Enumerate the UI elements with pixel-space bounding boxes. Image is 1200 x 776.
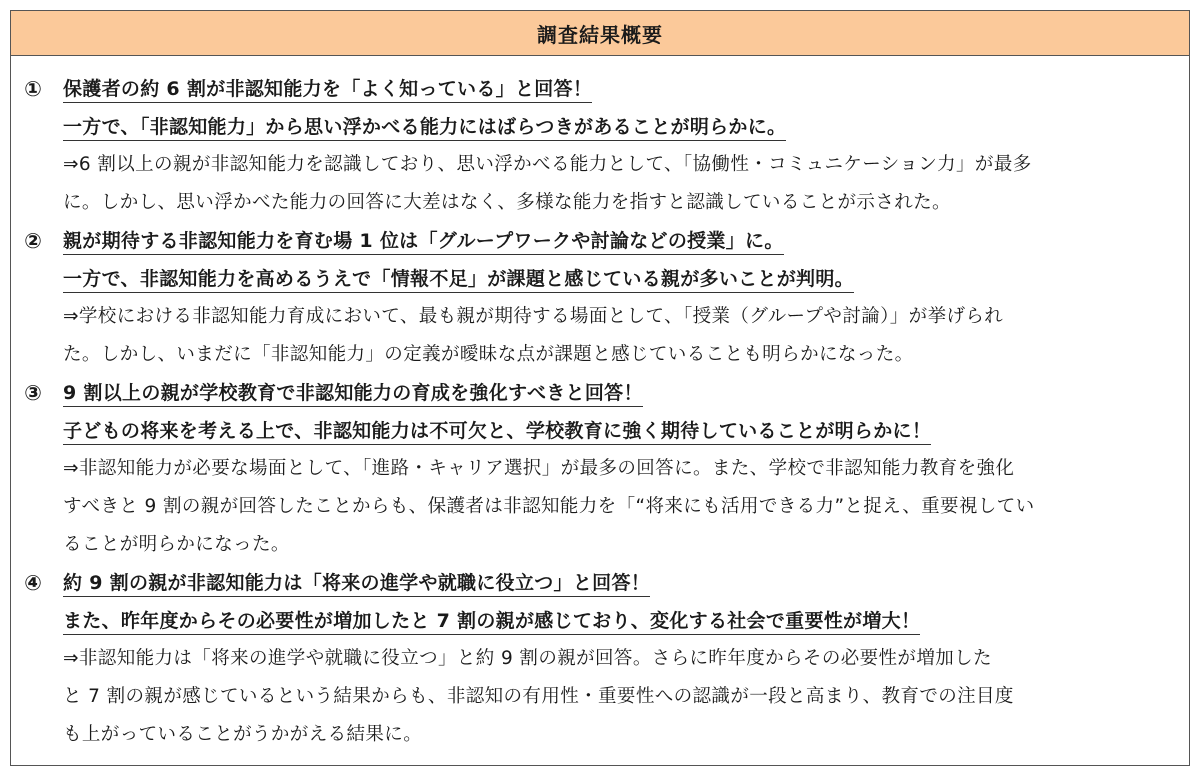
item-number: ③ bbox=[24, 381, 42, 405]
item-number: ④ bbox=[24, 571, 42, 595]
summary-item-4 bbox=[11, 564, 1189, 754]
item-text-line: ⇒非認知能力が必要な場面として、「進路・キャリア選択」が最多の回答に。また、学校で非認知能力教育を強化 bbox=[63, 458, 1015, 479]
summary-item-2 bbox=[11, 222, 1189, 374]
summary-item-1 bbox=[11, 70, 1189, 222]
item-number: ① bbox=[24, 77, 42, 101]
summary-item-3 bbox=[11, 374, 1189, 564]
item-headline: 9 割以上の親が学校教育で非認知能力の育成を強化すべきと回答！ bbox=[63, 374, 1189, 412]
item-headline: 親が期待する非認知能力を育む場 1 位は「グループワークや討論などの授業」に。 bbox=[63, 222, 1189, 260]
item-text-line: ⇒非認知能力は「将来の進学や就職に役立つ」と約 9 割の親が回答。さらに昨年度からその必要性が増加した bbox=[63, 648, 992, 669]
item-text-line: も上がっていることがうかがえる結果に。 bbox=[63, 724, 423, 745]
summary-title: 調査結果概要 bbox=[11, 11, 1189, 56]
summary-body bbox=[11, 56, 1189, 754]
item-text-line: ⇒学校における非認知能力育成において、最も親が期待する場面として、「授業（グループや討論）」が挙げられ bbox=[63, 306, 1004, 327]
item-text-line: た。しかし、いまだに「非認知能力」の定義が曖昧な点が課題と感じていることも明らかになった。 bbox=[63, 344, 914, 365]
item-headline: 一方で、非認知能力を高めるうえで「情報不足」が課題と感じている親が多いことが判明。 bbox=[63, 260, 1189, 298]
item-number: ② bbox=[24, 229, 42, 253]
item-headline: また、昨年度からその必要性が増加したと 7 割の親が感じており、変化する社会で重要性が増大！ bbox=[63, 602, 1189, 640]
item-headline: 子どもの将来を考える上で、非認知能力は不可欠と、学校教育に強く期待していることが明らかに！ bbox=[63, 412, 1189, 450]
item-text-line: と 7 割の親が感じているという結果からも、非認知の有用性・重要性への認識が一段と高まり、教育での注目度 bbox=[63, 686, 1014, 707]
summary-box bbox=[10, 10, 1190, 766]
item-text-line: ることが明らかになった。 bbox=[63, 534, 290, 555]
item-headline: 約 9 割の親が非認知能力は「将来の進学や就職に役立つ」と回答！ bbox=[63, 564, 1189, 602]
item-text-line: ⇒6 割以上の親が非認知能力を認識しており、思い浮かべる能力として、「協働性・コミュニケーション力」が最多 bbox=[63, 154, 1032, 175]
item-text-line: に。しかし、思い浮かべた能力の回答に大差はなく、多様な能力を指すと認識していることが示された。 bbox=[63, 192, 951, 213]
item-headline: 一方で、「非認知能力」から思い浮かべる能力にはばらつきがあることが明らかに。 bbox=[63, 108, 1189, 146]
item-text-line: すべきと 9 割の親が回答したことからも、保護者は非認知能力を「“将来にも活用できる力”と捉え、重要視してい bbox=[63, 496, 1035, 517]
item-headline: 保護者の約 6 割が非認知能力を「よく知っている」と回答！ bbox=[63, 70, 1189, 108]
